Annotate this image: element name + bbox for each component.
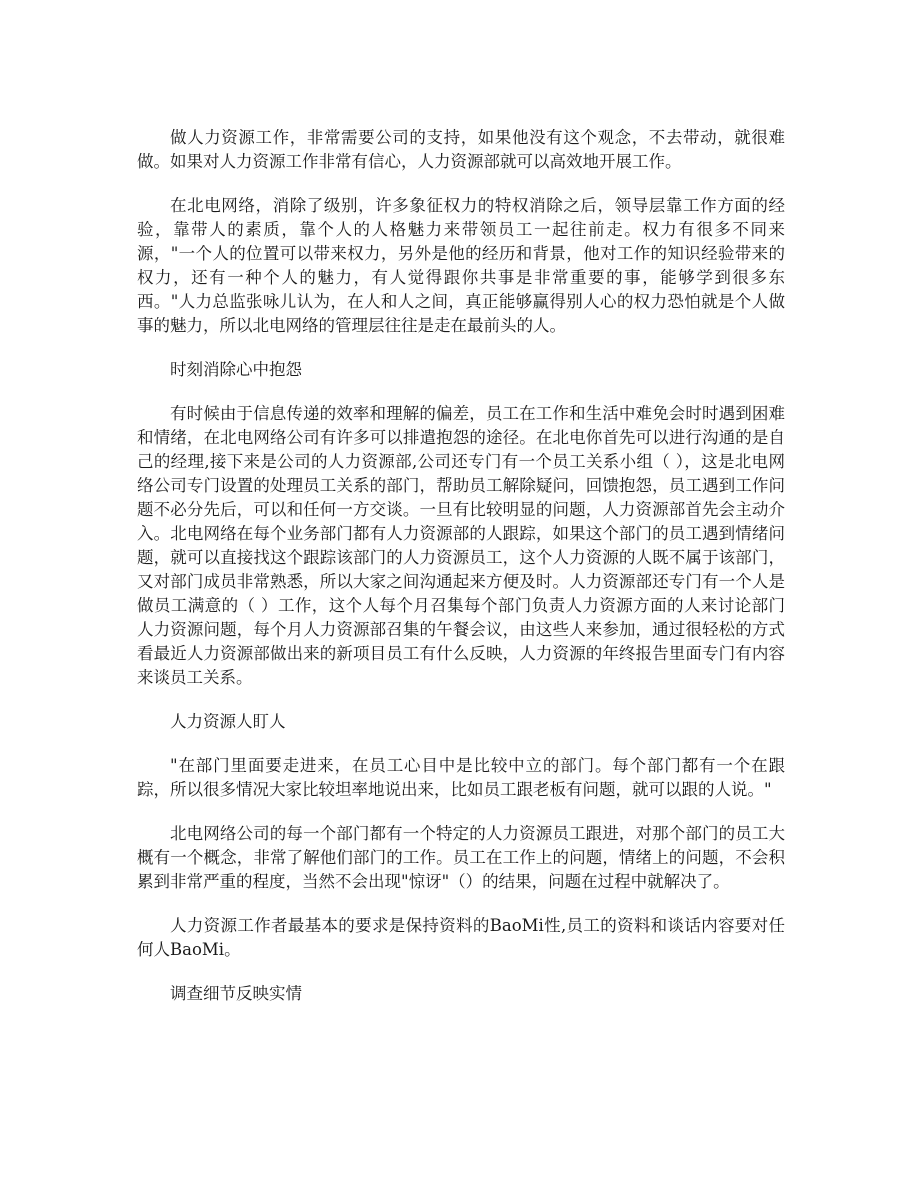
paragraph-quote-neutral-department: "在部门里面要走进来，在员工心目中是比较中立的部门。每个部门都有一个在跟踪，所以很多情况大家比较坦率地说出来，比如员工跟老板有问题，就可以跟的人说。" [137,756,785,799]
paragraph-complaint-channels: 有时候由于信息传递的效率和理解的偏差，员工在工作和生活中难免会时时遇到困难和情绪，在北电网络公司有许多可以排遣抱怨的途径。在北电你首先可以进行沟通的是自己的经理,接下来是公司的人力资源部,公司还专门有一个员工关系小组（ ），这是北电网络公司专门设置的处理员工关系的部门，帮助员工解除疑问，回馈抱怨，员工遇到工作问题不必分先后，可以和任何一方交谈。一旦有比较明显的问题，人力资源部首先会主动介入。北电网络在每个业务部门都有人力资源部的人跟踪，如果这个部门的员工遇到情绪问题，就可以直接找这个跟踪该部门的人力资源员工，这个人力资源的人既不属于该部门，又对部门成员非常熟悉，所以大家之间沟通起来方便及时。人力资源部还专门有一个人是做员工满意的（ ）工作，这个人每个月召集每个部门负责人力资源方面的人来讨论部门人力资源问题，每个月人力资源部召集的午餐会议，由这些人来参加，通过很轻松的方式看最近人力资源部做出来的新项目员工有什么反映，人力资源的年终报告里面专门有内容来谈员工关系。 [137,404,785,687]
paragraph-department-follow-up: 北电网络公司的每一个部门都有一个特定的人力资源员工跟进，对那个部门的员工大概有一个概念，非常了解他们部门的工作。员工在工作上的问题，情绪上的问题，不会积累到非常严重的程度，当然不会出现"惊讶"（）的结果，问题在过程中就解决了。 [137,824,785,891]
section-heading-complaints: 时刻消除心中抱怨 [170,360,302,379]
section-heading-hr-tracking: 人力资源人盯人 [170,712,286,731]
section-heading-survey: 调查细节反映实情 [170,984,302,1003]
paragraph-confidentiality: 人力资源工作者最基本的要求是保持资料的BaoMi性,员工的资料和谈话内容要对任何人BaoMi。 [137,916,785,959]
paragraph-leadership-power: 在北电网络，消除了级别，许多象征权力的特权消除之后，领导层靠工作方面的经验，靠带人的素质，靠个人的人格魅力来带领员工一起往前走。权力有很多不同来源，"一个人的位置可以带来权力，另外是他的经历和背景，他对工作的知识经验带来的权力，还有一种个人的魅力，有人觉得跟你共事是非常重要的事，能够学到很多东西。"人力总监张咏儿认为，在人和人之间，真正能够赢得别人心的权力恐怕就是个人做事的魅力，所以北电网络的管理层往往是走在最前头的人。 [137,196,785,335]
paragraph-hr-support: 做人力资源工作，非常需要公司的支持，如果他没有这个观念，不去带动，就很难做。如果对人力资源工作非常有信心，人力资源部就可以高效地开展工作。 [137,128,785,171]
document-body [137,126,785,1026]
